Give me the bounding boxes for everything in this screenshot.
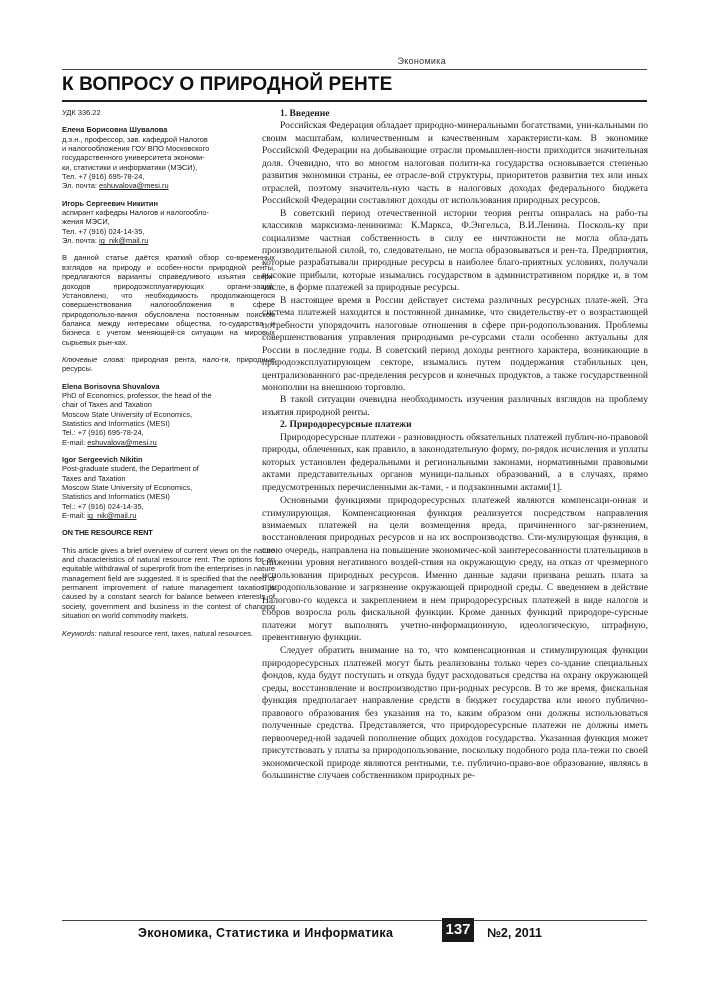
- author2-en-line: Taxes and Taxation: [62, 473, 126, 483]
- left-column: [62, 108, 275, 638]
- author1-en-email-line: E-mail: eshuvalova@mesi.ru: [62, 437, 157, 447]
- author1-line: д.э.н., профессор, зав. кафедрой Налогов: [62, 134, 208, 144]
- section-label: Экономика: [397, 56, 446, 66]
- body-column: [262, 108, 648, 782]
- article-title: К ВОПРОСУ О ПРИРОДНОЙ РЕНТЕ: [62, 74, 393, 95]
- author1-line: государственного университета экономи-: [62, 153, 205, 163]
- author1-en-email-link[interactable]: eshuvalova@mesi.ru: [87, 437, 157, 447]
- author2-en-line: Moscow State University of Economics,: [62, 483, 193, 493]
- author2-en-line: Statistics and Informatics (MESI): [62, 492, 170, 502]
- author1-name: Елена Борисовна Шувалова: [62, 125, 168, 135]
- abstract-ru: В данной статье даётся краткий обзор со-временных взглядов на природу и особен-ности природной ренты, предлагаются варианты справедливого изъятия сверх-доходов природоэксплуатирующих органи-заций. Установлено, что необходимость продолжающегося совершенствования налогообложения в сфере природопользо-вания обусловлена постоянным поиском баланса между интересами общества, го-сударства и бизнеса с учетом меняющей-ся ситуации на мировых сырьевых рын-ках.: [62, 253, 275, 347]
- section-heading-1: 1. Введение: [280, 108, 330, 119]
- author2-line: аспирант кафедры Налогов и налогообло-: [62, 208, 210, 218]
- author2-name-en: Igor Sergeevich Nikitin: [62, 455, 143, 464]
- footer-divider: [62, 920, 647, 921]
- header-divider: [62, 69, 647, 70]
- abstract-en: This article gives a brief overview of current views on the nature and characteristics of natural resource rent. The options for an equitable withdrawal of superprofit from the enterprises in nature management field are suggested. It is specified that the need of permanent improvement of nature management taxation is caused by a constant search for balance between interests of society, government and business in the contest of changing situation on world commodity markets.: [62, 545, 275, 621]
- author1-line: и налогообложения ГОУ ВПО Московского: [62, 144, 210, 154]
- title-en: ON THE RESOURCE RENT: [62, 528, 153, 538]
- body-paragraph: В такой ситуации очевидна необходимость изучения различных взглядов на проблему изъятия природной ренты.: [262, 394, 648, 418]
- author2-line: Тел. +7 (916) 024-14-35,: [62, 226, 145, 236]
- body-paragraph: Российская Федерация обладает природно-минеральными богатствами, уни-кальными по своим масштабам, количественным и качественным характеристи-кам. В экономике Российской Федерации на добывающие отрасли промышлен-ности приходится значительная доля. Очевидно, что во многом налоговая полити-ка государства основывается степенью развития экономики страны, ее отрасле-вой структуры, приоритетов развития тех или иных отраслей, поэтому значитель-ную часть в налоговых доходах федерального бюджета Российской Федерации составляют доходы от использования природных ресурсов.: [262, 120, 648, 207]
- author1-line: ки, статистики и информатики (МЭСИ),: [62, 162, 198, 172]
- author1-en-line: PhD of Economics, professor, the head of the: [62, 390, 212, 400]
- issue-number: №2, 2011: [487, 926, 542, 940]
- journal-name: Экономика, Статистика и Информатика: [138, 926, 394, 940]
- author2-name: Игорь Сергеевич Никитин: [62, 198, 158, 208]
- body-paragraph: В советский период отечественной истории теория ренты опиралась на рабо-ты классиков марксизма-ленинизма: К.Маркса, Ф.Энгельса, В.И.Ленина. Посколь-ку при социализме частная собственность в силу ее ничтожности не могла обла-дать производительной силой, то, следовательно, не могла образовываться и рен-та. Предприятия, которые разрабатывали природные ресурсы в наиболее благо-приятных условиях, получали высокие прибыли, которые изымались государством в административном порядке и, в том числе, в форме платежей за природные ресурсы.: [262, 207, 648, 294]
- author2-email-link[interactable]: ig_nik@mail.ru: [99, 236, 149, 246]
- author1-en-line: Tel.: +7 (916) 695-78-24,: [62, 428, 144, 438]
- keywords-en: Keywords: natural resource rent, taxes, natural resources.: [62, 628, 253, 638]
- author2-en-email-line: E-mail: ig_nik@mail.ru: [62, 511, 137, 521]
- body-paragraph: Природоресурсные платежи - разновидность обязательных платежей публич-но-правовой природы, облеченных, как правило, в законодательную форму, по-рядок исчисления и уплаты которых установлен федеральными и региональными законами, нормативными правовыми актами представительных органов муници-пальных образований, а в случаях, прямо предусмотренных перечисленными ак-тами, - и подзаконными актами[1].: [262, 431, 648, 493]
- author2-en-line: Tel.: +7 (916) 024-14-35,: [62, 501, 144, 511]
- keywords-ru: Ключевые слова: природная рента, нало-ги, природные ресурсы.: [62, 354, 275, 374]
- author1-name-en: Elena Borisovna Shuvalova: [62, 381, 160, 391]
- page-number: 137: [442, 918, 474, 942]
- author2-en-line: Post-graduate student, the Department of: [62, 464, 199, 474]
- udk-code: УДК 336.22: [62, 108, 101, 117]
- author1-email-link[interactable]: eshuvalova@mesi.ru: [99, 181, 169, 191]
- author2-email-line: Эл. почта: ig_nik@mail.ru: [62, 236, 149, 246]
- author1-en-line: Statistics and Informatics (MESI): [62, 418, 170, 428]
- author1-email-line: Эл. почта: eshuvalova@mesi.ru: [62, 181, 169, 191]
- author2-line: жения МЭСИ,: [62, 217, 110, 227]
- body-paragraph: Следует обратить внимание на то, что компенсационная и стимулирующая функции природоресурсных платежей могут быть реализованы только через со-здание специальных фондов, куда будут поступать и откуда будут расходоваться средства на охрану окружающей среды, восстановление и воспроизводство при-родных ресурсов. В то же время, фискальная функция предполагает направление средств в бюджет государства или иного публично-правового образования без указания на то, каким образом они должны использоваться полученные средства. Представляется, что природоресурсные платежи не должны иметь первоочеред-ной задачей пополнение общих доходов государства. Указанная функция может присутствовать у платы за природопользование, поскольку подобного рода пла-тежи по своей экономической природе являются рентными, т.е. публично-право-вое образование, являясь в большинстве случаев собственником природных ре-: [262, 645, 648, 782]
- section-heading-2: 2. Природоресурсные платежи: [280, 419, 412, 431]
- title-divider: [62, 100, 647, 102]
- author1-en-line: chair of Taxes and Taxation: [62, 400, 152, 410]
- author1-line: Тел. +7 (916) 695-78-24,: [62, 172, 145, 182]
- body-paragraph: Основными функциями природоресурсных платежей являются компенсаци-онная и стимулирующая. Компенсационная функция реализуется посредством направления взимаемых платежей на цели возмещения вреда, причиненного заг-рязнением, восстановления природных ресурсов и на их воспроизводство. Сти-мулирующая функция, в свою очередь, направлена на повышение экономичес-кой заинтересованности плательщиков в снижении уровня негативного воздей-ствия на окружающую среду, на отказ от чрезмерного использования природных ресурсов. Именно данные задачи призвана решать плата за природопользование и загрязнение окружающей природной среды. С введением в действие Налогово-го кодекса и закреплением в нем природоресурсных платежей в виде налогов и сборов возросла роль фискальной функции. Кроме данных функций природоре-сурсные платежи могут выполнять учетно-информационную, идеологическую, штрафную, превентивную функции.: [262, 495, 648, 644]
- author2-en-email-link[interactable]: ig_nik@mail.ru: [87, 511, 137, 521]
- author1-en-line: Moscow State University of Economics,: [62, 409, 193, 419]
- body-paragraph: В настоящее время в России действует система различных ресурсных плате-жей. Эта система платежей находится в постоянной динамике, что свидетельству-ет о возрастающей потребности упорядочить налоговые отношения в сфере при-родопользования. Проблемы совершенствования управления природными ре-сурсами стали особенно актуальны для России в последние годы. В советский период доходы рентного характера, возникающие в природоэксплуатирующем секторе, изымались путем поддержания стабильных цен, централизованного рас-пределения ресурсов и конечных продуктов, а также государственной монополии на внешнюю торговлю.: [262, 294, 648, 393]
